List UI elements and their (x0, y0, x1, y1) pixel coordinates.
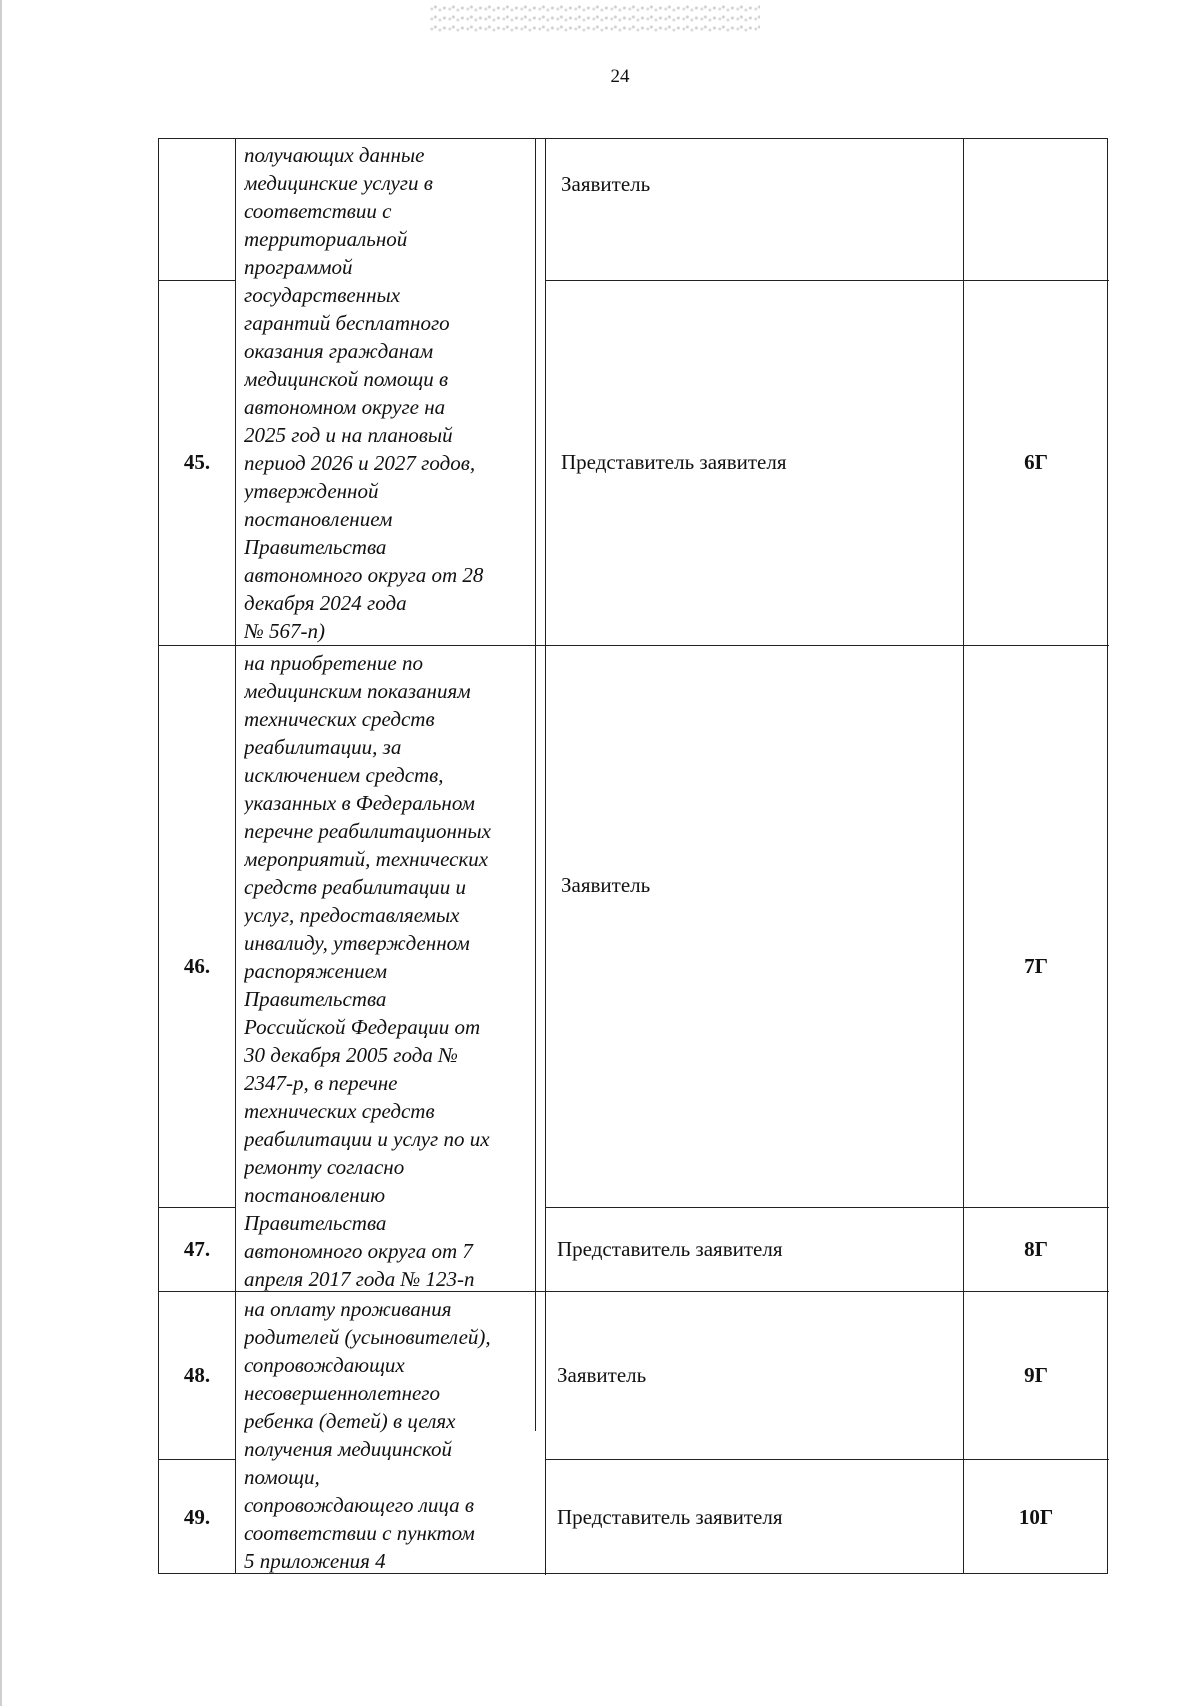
services-table (158, 138, 1108, 1574)
form-code: 7Г (1024, 953, 1048, 978)
form-code: 6Г (1024, 450, 1048, 474)
description-line: период 2026 и 2027 годов, (244, 451, 476, 475)
description-line: на оплату проживания (244, 1297, 452, 1321)
description-line: постановлению (244, 1183, 386, 1207)
description-line: указанных в Федеральном (244, 791, 475, 815)
description-line: ремонту согласно (244, 1155, 405, 1179)
description-line: гарантий бесплатного (244, 311, 450, 335)
description-line: технических средств (244, 707, 435, 731)
description-line: территориальной (244, 227, 408, 251)
service-description-accommodation (244, 1295, 544, 1575)
description-line: 2347-р, в перечне (244, 1071, 398, 1095)
row-number: 47. (183, 1236, 211, 1261)
form-code: 10Г (1018, 1504, 1054, 1529)
description-line: Правительства (244, 1211, 387, 1235)
description-line: получения медицинской (244, 1437, 453, 1461)
description-line: 5 приложения 4 (244, 1549, 386, 1573)
description-line: сопровождающих (244, 1353, 405, 1377)
column-divider (235, 139, 236, 1573)
row-number: 45. (183, 450, 211, 474)
description-line: государственных (244, 283, 401, 307)
description-line: 30 декабря 2005 года № (244, 1043, 458, 1067)
scan-left-edge (0, 0, 2, 1706)
description-line: утвержденной (244, 479, 379, 503)
description-line: перечне реабилитационных (244, 819, 491, 843)
row-number: 49. (183, 1504, 211, 1529)
applicant-type: Заявитель (557, 1362, 647, 1387)
description-line: Российской Федерации от (244, 1015, 481, 1039)
description-line: распоряжением (244, 959, 388, 983)
applicant-type: Представитель заявителя (561, 450, 787, 474)
form-code: 8Г (1024, 1236, 1048, 1261)
description-line: исключением средств, (244, 763, 444, 787)
description-line: автономного округа от 7 (244, 1239, 473, 1263)
description-line: медицинские услуги в (244, 171, 433, 195)
applicant-type: Заявитель (561, 171, 651, 196)
description-line: № 567-п) (244, 619, 326, 643)
description-line: инвалиду, утвержденном (244, 931, 470, 955)
description-line: автономном округе на (244, 395, 446, 419)
applicant-type: Заявитель (561, 872, 651, 897)
form-code (963, 139, 1109, 280)
column-divider (545, 139, 546, 1575)
row-number: 46. (183, 953, 211, 978)
description-line: Правительства (244, 535, 387, 559)
description-line: программой (244, 255, 353, 279)
row-number: 48. (183, 1362, 211, 1387)
description-line: ребенка (детей) в целях (244, 1409, 456, 1433)
description-line: на приобретение по (244, 651, 423, 675)
page-number: 24 (610, 66, 630, 87)
description-line: Правительства (244, 987, 387, 1011)
description-line: медицинской помощи в (244, 367, 449, 391)
description-line: апреля 2017 года № 123-п (244, 1267, 475, 1291)
applicant-type: Представитель заявителя (557, 1236, 783, 1261)
description-line: автономного округа от 28 (244, 563, 484, 587)
description-line: средств реабилитации и (244, 875, 467, 899)
service-description-medical (244, 141, 544, 645)
description-line: реабилитации и услуг по их (244, 1127, 490, 1151)
description-line: 2025 год и на плановый (244, 423, 453, 447)
service-description-rehabilitation (244, 649, 544, 1293)
description-line: реабилитации, за (244, 735, 402, 759)
form-code: 9Г (1024, 1362, 1048, 1387)
description-line: оказания гражданам (244, 339, 434, 363)
description-line: мероприятий, технических (244, 847, 489, 871)
description-line: постановлением (244, 507, 393, 531)
description-line: сопровождающего лица в (244, 1493, 474, 1517)
row-number (159, 139, 235, 280)
description-line: родителей (усыновителей), (244, 1325, 491, 1349)
description-line: несовершеннолетнего (244, 1381, 441, 1405)
description-line: технических средств (244, 1099, 435, 1123)
description-line: услуг, предоставляемых (244, 903, 460, 927)
description-line: соответствии с пунктом (244, 1521, 475, 1545)
description-line: получающих данные (244, 143, 425, 167)
scan-noise (430, 4, 760, 34)
description-line: декабря 2024 года (244, 591, 407, 615)
description-line: помощи, (244, 1465, 320, 1489)
description-line: медицинским показаниям (244, 679, 471, 703)
description-line: соответствии с (244, 199, 392, 223)
applicant-type: Представитель заявителя (557, 1504, 783, 1529)
